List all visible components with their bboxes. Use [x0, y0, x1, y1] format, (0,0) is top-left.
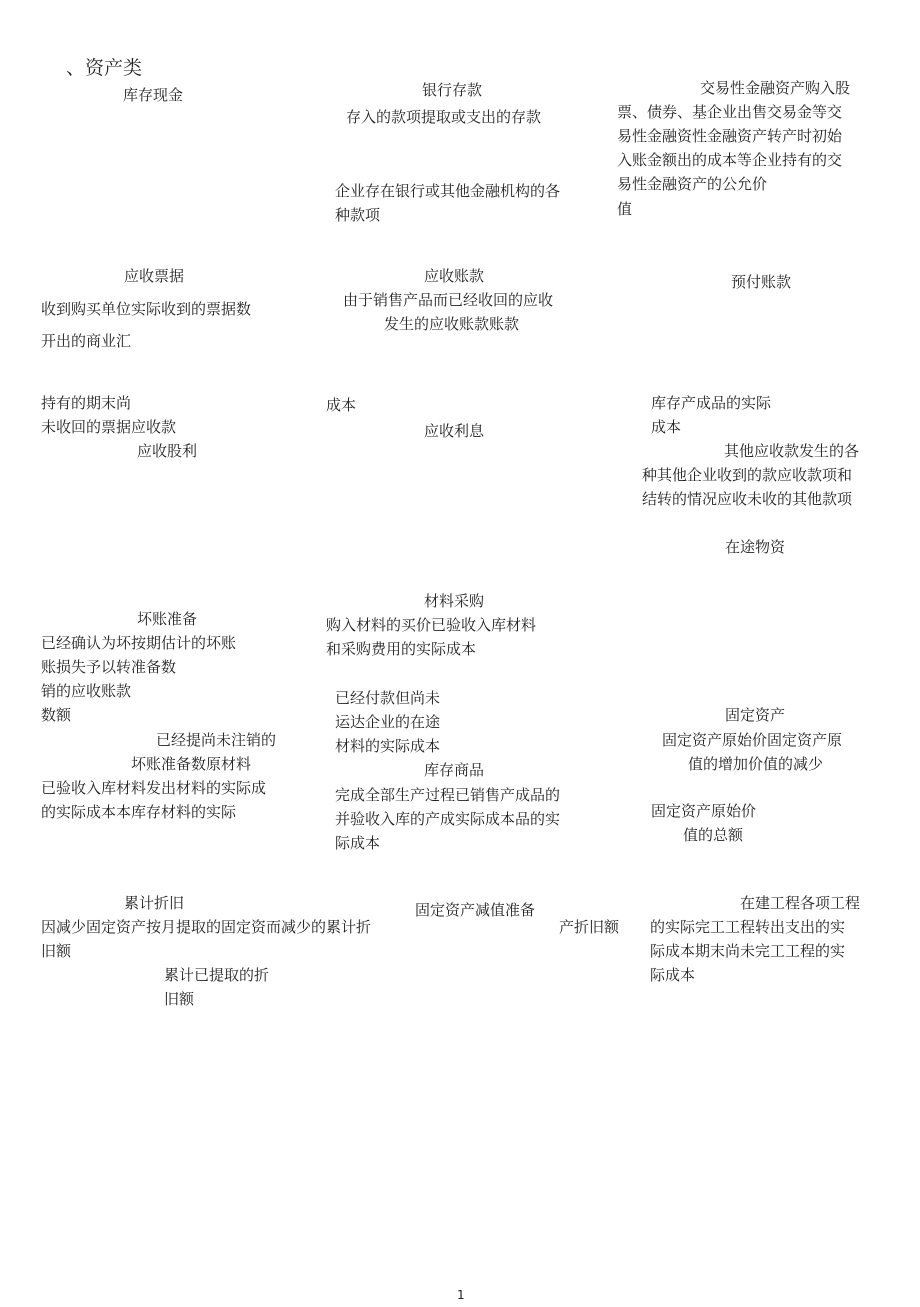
entry-yingshou-zhangkuan: 应收账款 — [424, 267, 485, 285]
entry-zaijian-gongcheng: 在建工程各项工程 — [740, 894, 861, 912]
entry-cailiao-caigou: 材料采购 — [424, 592, 485, 610]
text-line: 已经付款但尚未 — [335, 689, 441, 707]
text-line: 旧额 — [164, 990, 195, 1008]
entry-yufu-zhangkuan: 预付账款 — [731, 273, 792, 291]
text-line: 值的增加价值的减少 — [688, 755, 824, 773]
text-line: 际成本 — [650, 966, 696, 984]
text-line: 种其他企业收到的款应收款项和 — [642, 466, 853, 484]
text-line: 的实际完工工程转出支出的实 — [650, 918, 846, 936]
entry-huaizhang-zhunbei: 坏账准备 — [137, 610, 198, 628]
text-line: 累计已提取的折 — [164, 966, 270, 984]
text-line: 已经提尚未注销的 — [156, 731, 277, 749]
text-line: 固定资产原始价固定资产原 — [662, 731, 843, 749]
text-line: 持有的期末尚 — [41, 394, 132, 412]
text-line: 收到购买单位实际收到的票据数 — [41, 300, 252, 318]
text-line: 由于销售产品而已经收回的应收 — [343, 291, 554, 309]
text-line: 际成本期末尚未完工工程的实 — [650, 942, 846, 960]
entry-guding-zichan-jianzhi-zhunbei: 固定资产减值准备 — [415, 901, 536, 919]
text-line: 因减少固定资产按月提取的固定资而减少的累计折 — [41, 918, 372, 936]
text-line: 库存产成品的实际 — [651, 394, 772, 412]
text-line: 开出的商业汇 — [41, 332, 132, 350]
page-number: 1 — [457, 1288, 465, 1302]
text-line: 际成本 — [335, 834, 381, 852]
text-line: 销的应收账款 — [41, 682, 132, 700]
text-line: 易性金融资性金融资产转产时初始 — [617, 127, 843, 145]
entry-qita-yingshoukuan: 其他应收款发生的各 — [724, 442, 860, 460]
text-line: 购入材料的买价已验收入库材料 — [326, 616, 537, 634]
entry-yingshou-piaoju: 应收票据 — [124, 267, 185, 285]
text-line: 值 — [617, 200, 633, 218]
entry-kucun-shangpin: 库存商品 — [424, 761, 485, 779]
text-line: 已验收入库材料发出材料的实际成 — [41, 779, 267, 797]
entry-kucun-xianjin: 库存现金 — [123, 86, 184, 104]
text-line: 和采购费用的实际成本 — [326, 640, 477, 658]
text-line: 数额 — [41, 706, 72, 724]
text-line: 未收回的票据应收款 — [41, 418, 177, 436]
text-line: 固定资产原始价 — [651, 802, 757, 820]
text-line: 种款项 — [335, 206, 381, 224]
entry-yingshou-lixi: 应收利息 — [424, 422, 485, 440]
text-line: 存入的款项提取或支出的存款 — [346, 108, 542, 126]
text-line: 票、债券、基企业出售交易金等交 — [617, 103, 843, 121]
section-title: 、资产类 — [66, 57, 143, 79]
text-line: 值的总额 — [683, 826, 744, 844]
entry-guding-zichan: 固定资产 — [725, 706, 786, 724]
text-line: 旧额 — [41, 942, 72, 960]
entry-jiaoyixing-jinrong-zichan: 交易性金融资产购入股 — [700, 79, 851, 97]
entry-yingshou-guli: 应收股利 — [137, 442, 198, 460]
entry-yuancailiao: 坏账准备数原材料 — [131, 755, 252, 773]
entry-leiji-zhejiu: 累计折旧 — [124, 894, 185, 912]
text-line: 的实际成本本库存材料的实际 — [41, 803, 237, 821]
text-line: 并验收入库的产成实际成本品的实 — [335, 810, 561, 828]
text-line: 账损失予以转准备数 — [41, 658, 177, 676]
text-line: 企业存在银行或其他金融机构的各 — [335, 182, 561, 200]
text-line: 材料的实际成本 — [335, 737, 441, 755]
text-line: 已经确认为坏按期估计的坏账 — [41, 634, 237, 652]
text-line: 成本 — [326, 396, 357, 414]
text-line: 运达企业的在途 — [335, 713, 441, 731]
text-line: 成本 — [651, 418, 682, 436]
entry-zaitu-wuzi: 在途物资 — [725, 538, 786, 556]
text-line: 产折旧额 — [559, 918, 620, 936]
entry-yinhang-cunkuan: 银行存款 — [422, 81, 483, 99]
text-line: 易性金融资产的公允价 — [617, 175, 768, 193]
text-line: 结转的情况应收未收的其他款项 — [642, 490, 853, 508]
text-line: 完成全部生产过程已销售产成品的 — [335, 786, 561, 804]
text-line: 入账金额出的成本等企业持有的交 — [617, 151, 843, 169]
text-line: 发生的应收账款账款 — [384, 315, 520, 333]
